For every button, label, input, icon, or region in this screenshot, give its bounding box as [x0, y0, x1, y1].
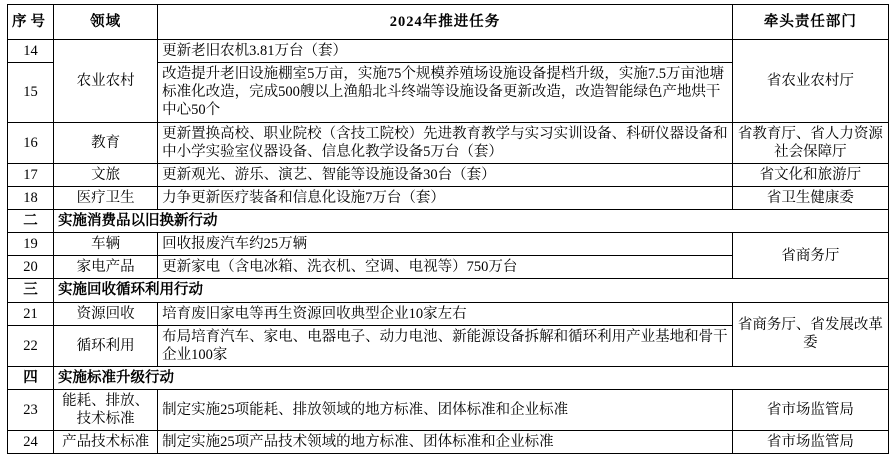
cell-no: 24: [8, 431, 54, 454]
table-row: [8, 390, 889, 431]
table-row: [8, 40, 889, 63]
cell-no: 19: [8, 233, 54, 256]
section-row: [8, 279, 889, 302]
table-body: [8, 40, 889, 454]
cell-dept: 省卫生健康委: [732, 186, 888, 209]
cell-section-number: 四: [8, 366, 54, 389]
cell-dept: 省文化和旅游厅: [732, 163, 888, 186]
section-row: [8, 210, 889, 233]
cell-no: 15: [8, 63, 54, 122]
cell-field: 能耗、排放、技术标准: [54, 390, 158, 431]
cell-field: 车辆: [54, 233, 158, 256]
cell-no: 17: [8, 163, 54, 186]
cell-task: 培育废旧家电等再生资源回收典型企业10家左右: [158, 302, 733, 325]
table-header-row: [8, 5, 889, 40]
table-row: [8, 122, 889, 163]
cell-section-number: 三: [8, 279, 54, 302]
column-header-no: 序号: [8, 5, 54, 40]
cell-dept: 省商务厅、省发展改革委: [732, 302, 888, 366]
table-row: [8, 302, 889, 325]
cell-task: 更新家电（含电冰箱、洗衣机、空调、电视等）750万台: [158, 256, 733, 279]
cell-section-title: 实施标准升级行动: [54, 366, 889, 389]
cell-task: 改造提升老旧设施棚室5万亩，实施75个规模养殖场设施设备提档升级，实施7.5万亩池塘标准化改造，完成500艘以上渔船北斗终端等设施设备更新改造，改造智能绿色产地烘干中心50个: [158, 63, 733, 122]
cell-dept: 省市场监管局: [732, 431, 888, 454]
cell-dept: 省教育厅、省人力资源社会保障厅: [732, 122, 888, 163]
cell-field: 农业农村: [54, 40, 158, 123]
cell-no: 23: [8, 390, 54, 431]
cell-field: 循环利用: [54, 325, 158, 366]
column-header-dept: 牵头责任部门: [732, 5, 888, 40]
table-row: [8, 431, 889, 454]
cell-field: 产品技术标准: [54, 431, 158, 454]
cell-field: 家电产品: [54, 256, 158, 279]
cell-dept: 省农业农村厅: [732, 40, 888, 123]
cell-dept: 省市场监管局: [732, 390, 888, 431]
column-header-field: 领域: [54, 5, 158, 40]
cell-field: 资源回收: [54, 302, 158, 325]
cell-no: 16: [8, 122, 54, 163]
column-header-task: 2024年推进任务: [158, 5, 733, 40]
cell-no: 20: [8, 256, 54, 279]
table-row: [8, 163, 889, 186]
table-header: [8, 5, 889, 40]
cell-section-title: 实施消费品以旧换新行动: [54, 210, 889, 233]
cell-task: 更新置换高校、职业院校（含技工院校）先进教育教学与实习实训设备、科研仪器设备和中小学实验室仪器设备、信息化教学设备5万台（套）: [158, 122, 733, 163]
cell-section-number: 二: [8, 210, 54, 233]
cell-dept: 省商务厅: [732, 233, 888, 279]
cell-section-title: 实施回收循环利用行动: [54, 279, 889, 302]
cell-field: 文旅: [54, 163, 158, 186]
task-table: [7, 4, 889, 454]
cell-task: 更新老旧农机3.81万台（套）: [158, 40, 733, 63]
cell-no: 21: [8, 302, 54, 325]
cell-task: 制定实施25项能耗、排放领域的地方标准、团体标准和企业标准: [158, 390, 733, 431]
cell-no: 14: [8, 40, 54, 63]
cell-task: 布局培育汽车、家电、电器电子、动力电池、新能源设备拆解和循环利用产业基地和骨干企业100家: [158, 325, 733, 366]
cell-task: 制定实施25项产品技术领域的地方标准、团体标准和企业标准: [158, 431, 733, 454]
cell-field: 医疗卫生: [54, 186, 158, 209]
section-row: [8, 366, 889, 389]
table-row: [8, 186, 889, 209]
cell-no: 18: [8, 186, 54, 209]
cell-no: 22: [8, 325, 54, 366]
document-page: [0, 4, 896, 461]
cell-task: 力争更新医疗装备和信息化设施7万台（套）: [158, 186, 733, 209]
cell-field: 教育: [54, 122, 158, 163]
cell-task: 回收报废汽车约25万辆: [158, 233, 733, 256]
cell-task: 更新观光、游乐、演艺、智能等设施设备30台（套）: [158, 163, 733, 186]
table-row: [8, 233, 889, 256]
